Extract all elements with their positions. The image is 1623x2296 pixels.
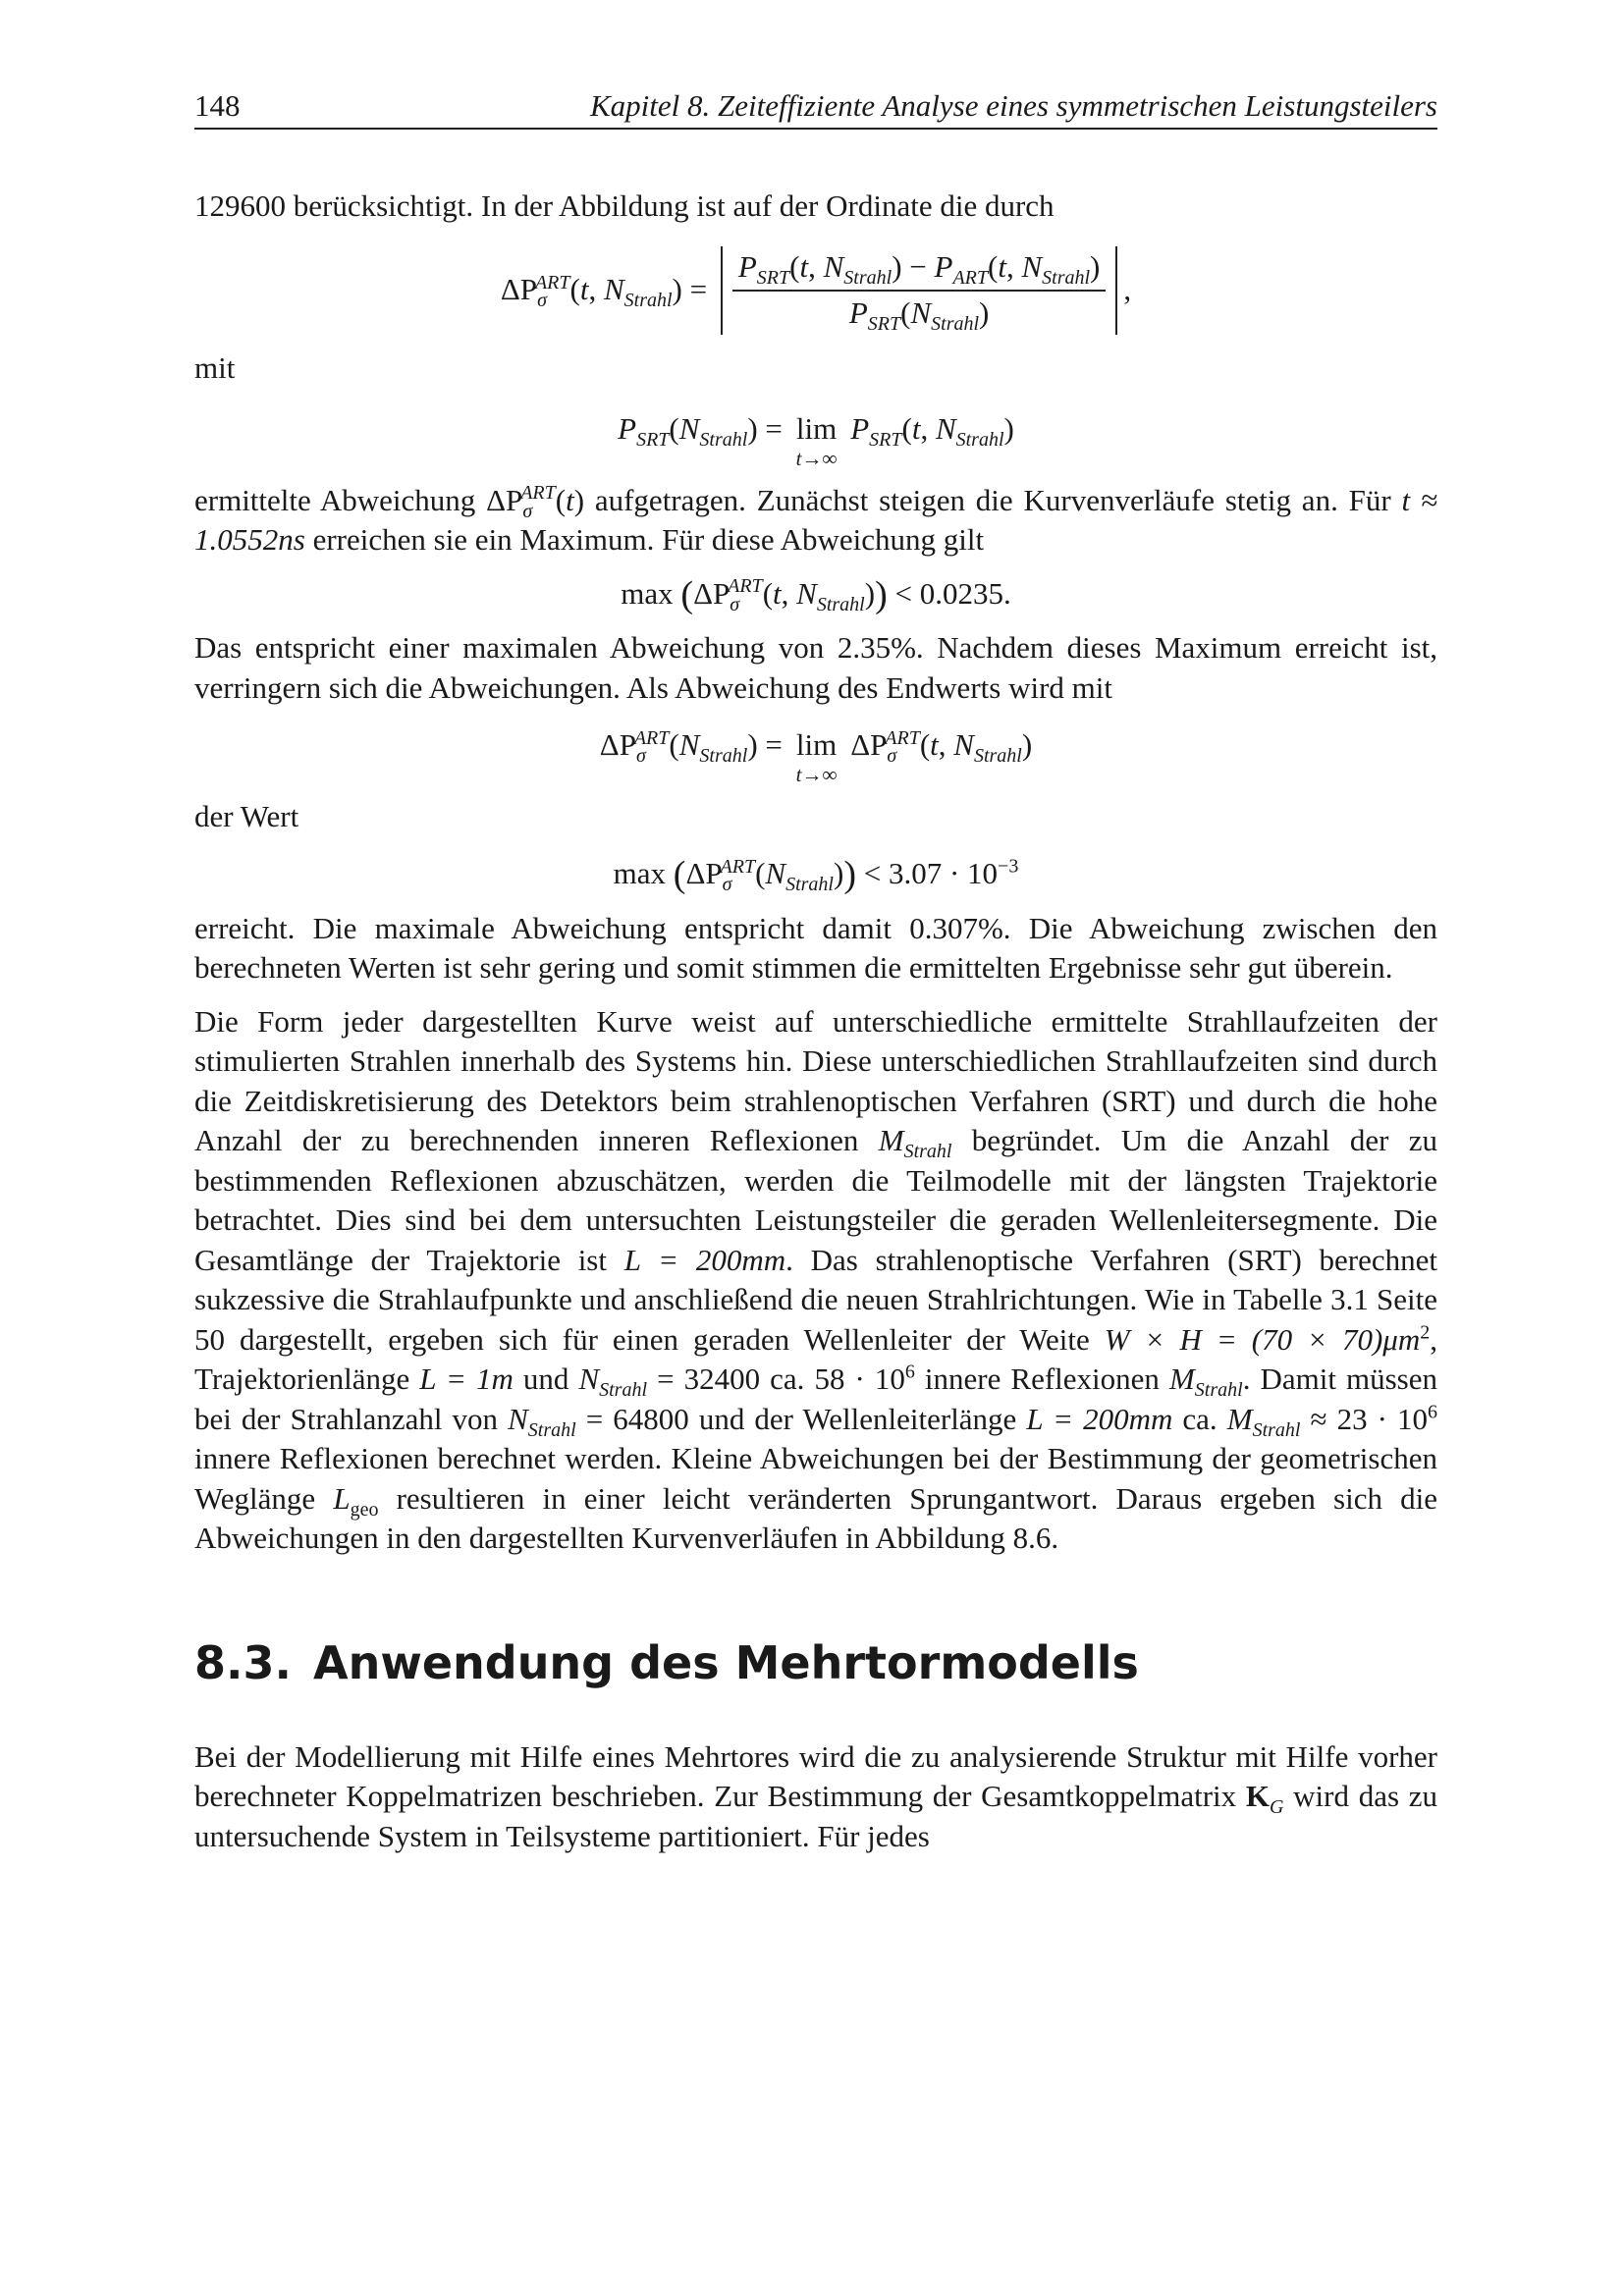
body-text (194, 187, 1437, 1856)
page-number: 148 (194, 88, 241, 123)
mit-text: mit (194, 349, 236, 385)
paragraph-1: 129600 berücksichtigt. In der Abbildung ist auf der Ordinate die durch (194, 188, 1055, 223)
equation-end-deviation-limit: $\Delta P_\sigma^{ART}(N_{Strahl})$ = lim t→∞ $\Delta P_\sigma^{ART}(t$, $N_{Strahl}$) (599, 726, 1033, 786)
paragraph-3: Das entspricht einer maximalen Abweichung von 2.35%. Nachdem dieses Maximum erreicht ist, verringern sich die Abweichungen. Als Abweichung des Endwerts wird mit (194, 630, 1437, 705)
running-header (194, 82, 1437, 130)
equation-max-end-deviation: $\max (\Delta P_\sigma^{ART}(N_{Strahl})) < 3.07 \cdot 10^{-3}$ (613, 854, 1019, 896)
equation-max-deviation: $\max (\Delta P_\sigma^{ART}(t$, $N_{Strahl})) < 0.0235$. (621, 573, 1011, 615)
der-wert-text: der Wert (194, 798, 299, 833)
paragraph-4: erreicht. Die maximale Abweichung entspricht damit 0.307%. Die Abweichung zwischen den berechneten Werten ist sehr gering und somit stimmen die ermittelten Ergebnisse sehr gut überein. (194, 910, 1437, 985)
equation-delta-p: $\Delta P_\sigma^{ART}(t$, $N_{Strahl}$) = $\frac{P_{SRT}(t, N_{Strahl}) - P_{ART}(t, N_{Strahl})}{P_{SRT}(N_{Strahl})}$ , (194, 246, 1437, 335)
paragraph-6: Bei der Modellierung mit Hilfe eines Mehrtores wird die zu analysierende Struktur mit Hilfe vorher berechneter Koppelmatrizen beschrieben. Zur Bestimmung der Gesamtkoppelmatrix $K_G$ wird das zu untersuchende System in Teilsysteme partitioniert. Für jedes (194, 1738, 1437, 1853)
section-title: Anwendung des Mehrtormodells (312, 1635, 1139, 1689)
paragraph-5: Die Form jeder dargestellten Kurve weist auf unterschiedliche ermittelte Strahllaufzeiten der stimulierten Strahlen innerhalb des Systems hin. Diese unterschiedlichen Strahllaufzeiten sind durch die Zeitdiskretisierung des Detektors beim strahlenoptischen Verfahren (SRT) und durch die hohe Anzahl der zu berechnenden inneren Reflexionen $M_{Strahl}$ begründet. Um die Anzahl der zu bestimmenden Reflexionen abzuschätzen, werden die Teilmodelle mit der längsten Trajektorie betrachtet. Dies sind bei dem untersuchten Leistungsteiler die geraden Wellenleitersegmente. Die Gesamtlänge der Trajektorie ist L = 200mm. Das strahlenoptische Verfahren (SRT) berechnet sukzessive die Strahlaufpunkte und anschließend die neuen Strahlrichtungen. Wie in Tabelle 3.1 Seite 50 dargestellt, ergeben sich für einen geraden Wellenleiter der Weite $W \times H = (70 \times 70)\mu m^2$, Trajektorienlänge L = 1m und $N_{Strahl} = 32400$ ca. $58 \cdot 10^6$ innere Reflexionen $M_{Strahl}$. Damit müssen bei der Strahlanzahl von $N_{Strahl} = 64800$ und der Wellenleiterlänge L = 200mm ca. $M_{Strahl} \approx 23 \cdot 10^6$ innere Reflexionen berechnet werden. Kleine Abweichungen bei der Bestimmung der geometrischen Weglänge $L_{geo}$ resultieren in einer leicht veränderten Sprungantwort. Daraus ergeben sich die Abweichungen in den dargestellten Kurvenverläufen in Abbildung 8.6. (194, 1003, 1438, 1555)
paragraph-2: ermittelte Abweichung $\Delta P_\sigma^{ART}(t)$ aufgetragen. Zunächst steigen die Kurvenverläufe stetig an. Für t ≈ 1.0552ns erreichen sie ein Maximum. Für diese Abweichung gilt (194, 482, 1437, 557)
section-number: 8.3. (194, 1635, 292, 1689)
chapter-title: Kapitel 8. Zeiteffiziente Analyse eines symmetrischen Leistungsteilers (590, 88, 1437, 123)
section-heading (194, 1635, 1437, 1690)
equation-p-srt-limit: $P_{SRT}(N_{Strahl})$ = lim t→∞ $P_{SRT}(t$, $N_{Strahl}$) (618, 411, 1014, 470)
